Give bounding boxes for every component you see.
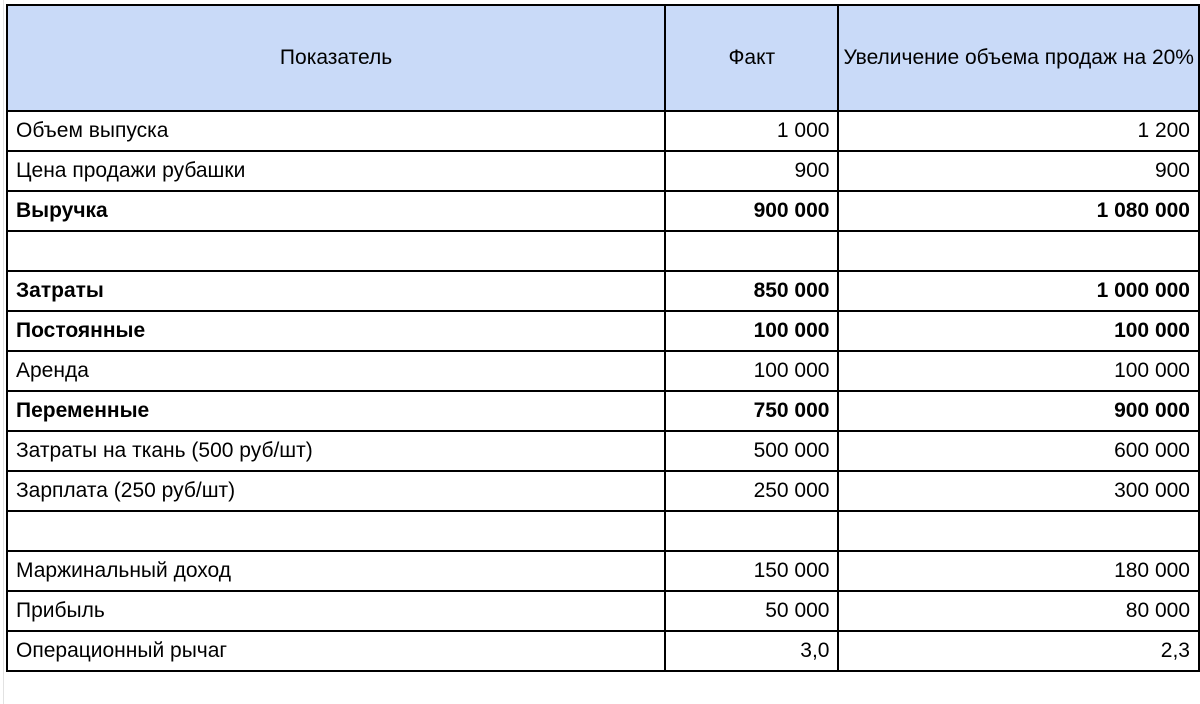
row-label-cell[interactable]: Постоянные xyxy=(7,311,665,351)
scenario-value-cell[interactable]: 300 000 xyxy=(838,471,1199,511)
fact-value-cell[interactable]: 750 000 xyxy=(665,391,838,431)
row-label-cell[interactable]: Затраты xyxy=(7,271,665,311)
scenario-value-cell[interactable]: 600 000 xyxy=(838,431,1199,471)
scenario-value-cell[interactable]: 900 xyxy=(838,151,1199,191)
header-indicator[interactable]: Показатель xyxy=(7,5,665,111)
fact-value-cell[interactable]: 100 000 xyxy=(665,351,838,391)
row-label-cell[interactable]: Затраты на ткань (500 руб/шт) xyxy=(7,431,665,471)
fact-value-cell[interactable]: 250 000 xyxy=(665,471,838,511)
table-row xyxy=(7,231,1199,271)
row-label-cell[interactable] xyxy=(7,511,665,551)
table-row xyxy=(7,271,1199,311)
row-label-cell[interactable]: Переменные xyxy=(7,391,665,431)
table-row xyxy=(7,431,1199,471)
table-row xyxy=(7,631,1199,671)
fact-value-cell[interactable]: 1 000 xyxy=(665,111,838,151)
table-row xyxy=(7,111,1199,151)
scenario-value-cell[interactable]: 180 000 xyxy=(838,551,1199,591)
row-label-cell[interactable]: Маржинальный доход xyxy=(7,551,665,591)
scenario-value-cell[interactable]: 900 000 xyxy=(838,391,1199,431)
scenario-value-cell[interactable]: 2,3 xyxy=(838,631,1199,671)
table-row xyxy=(7,311,1199,351)
row-label-cell[interactable]: Объем выпуска xyxy=(7,111,665,151)
row-label-cell[interactable]: Выручка xyxy=(7,191,665,231)
scenario-value-cell[interactable]: 100 000 xyxy=(838,311,1199,351)
row-label-cell[interactable] xyxy=(7,231,665,271)
scenario-value-cell[interactable]: 100 000 xyxy=(838,351,1199,391)
scenario-value-cell[interactable]: 1 080 000 xyxy=(838,191,1199,231)
row-label-cell[interactable]: Аренда xyxy=(7,351,665,391)
scenario-value-cell[interactable]: 1 200 xyxy=(838,111,1199,151)
table-row xyxy=(7,191,1199,231)
row-label-cell[interactable]: Цена продажи рубашки xyxy=(7,151,665,191)
fact-value-cell[interactable]: 500 000 xyxy=(665,431,838,471)
fact-value-cell[interactable]: 100 000 xyxy=(665,311,838,351)
operating-leverage-table xyxy=(6,4,1200,672)
table-row xyxy=(7,471,1199,511)
fact-value-cell[interactable]: 900 xyxy=(665,151,838,191)
scenario-value-cell[interactable]: 1 000 000 xyxy=(838,271,1199,311)
table-row xyxy=(7,591,1199,631)
header-row xyxy=(7,5,1199,111)
header-scenario[interactable]: Увеличение объема продаж на 20% xyxy=(838,5,1199,111)
scenario-value-cell[interactable] xyxy=(838,511,1199,551)
fact-value-cell[interactable]: 3,0 xyxy=(665,631,838,671)
fact-value-cell[interactable] xyxy=(665,511,838,551)
row-label-cell[interactable]: Зарплата (250 руб/шт) xyxy=(7,471,665,511)
scenario-value-cell[interactable] xyxy=(838,231,1199,271)
row-label-cell[interactable]: Прибыль xyxy=(7,591,665,631)
table-row xyxy=(7,151,1199,191)
fact-value-cell[interactable]: 900 000 xyxy=(665,191,838,231)
header-fact[interactable]: Факт xyxy=(665,5,838,111)
fact-value-cell[interactable]: 50 000 xyxy=(665,591,838,631)
fact-value-cell[interactable] xyxy=(665,231,838,271)
table-row xyxy=(7,391,1199,431)
table-row xyxy=(7,511,1199,551)
fact-value-cell[interactable]: 850 000 xyxy=(665,271,838,311)
fact-value-cell[interactable]: 150 000 xyxy=(665,551,838,591)
table-row xyxy=(7,351,1199,391)
scenario-value-cell[interactable]: 80 000 xyxy=(838,591,1199,631)
row-label-cell[interactable]: Операционный рычаг xyxy=(7,631,665,671)
table-row xyxy=(7,551,1199,591)
